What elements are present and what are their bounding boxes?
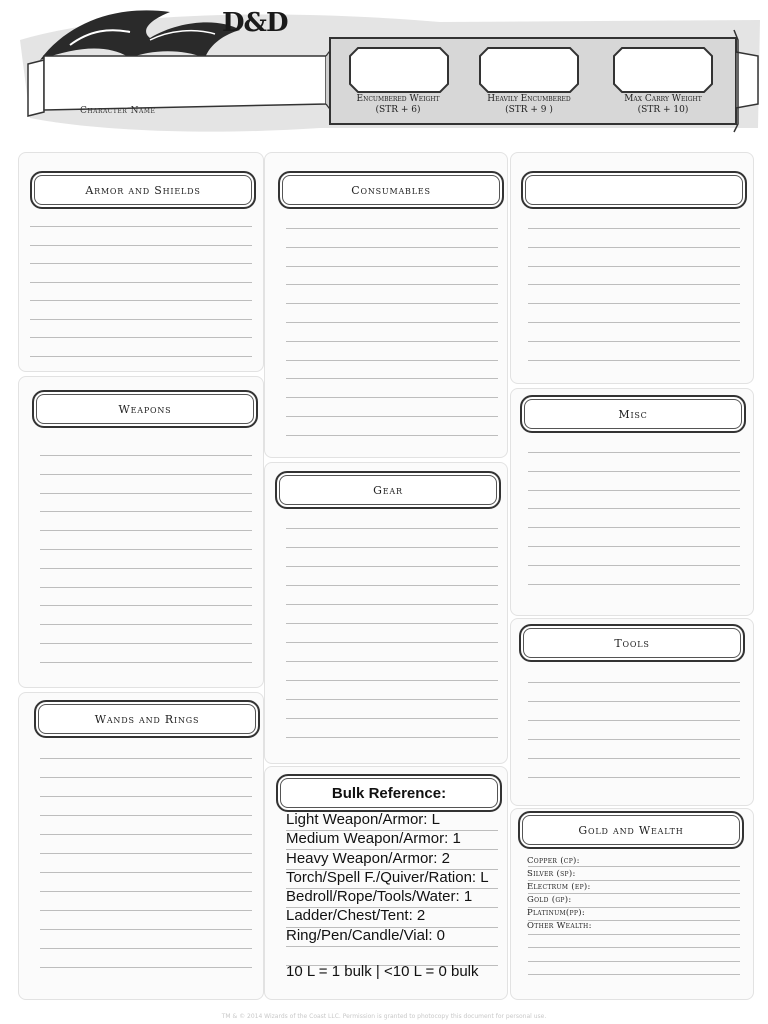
max-carry-title: Max Carry Weight: [624, 94, 702, 104]
ruled-line: [40, 948, 252, 949]
ruled-line: [528, 471, 740, 472]
ruled-line: [286, 699, 498, 700]
ruled-line: [40, 624, 252, 625]
dnd-logo: D&D: [222, 8, 288, 38]
ruled-line: [40, 872, 252, 873]
ruled-line: [286, 322, 498, 323]
ruled-line: [286, 397, 498, 398]
ruled-line: [528, 880, 740, 881]
ruled-line: [40, 493, 252, 494]
ruled-line: [40, 568, 252, 569]
max-carry-label: [603, 94, 723, 116]
ruled-line: [40, 834, 252, 835]
electrum-label: Electrum (ep):: [527, 882, 591, 892]
platinum-label: Platinum(pp):: [527, 908, 586, 918]
ruled-line: [40, 891, 252, 892]
ruled-line: [528, 974, 740, 975]
bulk-line: 10 L = 1 bulk | <10 L = 0 bulk: [286, 963, 479, 980]
ruled-line: [40, 605, 252, 606]
ruled-line: [528, 777, 740, 778]
ruled-line: [528, 360, 740, 361]
armor-title: Armor and Shields: [30, 171, 256, 209]
ruled-line: [30, 337, 252, 338]
blank-title[interactable]: [521, 171, 747, 209]
ruled-line: [528, 961, 740, 962]
ruled-line: [30, 282, 252, 283]
ruled-line: [30, 245, 252, 246]
ruled-line: [528, 266, 740, 267]
bulk-reference-title: Bulk Reference:: [276, 774, 502, 812]
ruled-line: [286, 416, 498, 417]
ruled-line: [40, 815, 252, 816]
other-wealth-label: Other Wealth:: [527, 921, 592, 931]
gold-label: Gold (gp):: [527, 895, 572, 905]
ruled-line: [286, 585, 498, 586]
ruled-line: [528, 284, 740, 285]
character-name-label: Character Name: [80, 106, 156, 116]
ruled-line: [286, 378, 498, 379]
wands-panel: [18, 692, 264, 1000]
ruled-line: [528, 947, 740, 948]
ruled-line: [528, 322, 740, 323]
ruled-line: [528, 508, 740, 509]
bulk-line: Ladder/Chest/Tent: 2: [286, 907, 426, 924]
ruled-line: [528, 228, 740, 229]
ruled-line: [286, 718, 498, 719]
encumbered-weight-formula: (STR + 6): [375, 105, 421, 115]
encumbered-weight-label: [338, 94, 458, 116]
bulk-line: Light Weapon/Armor: L: [286, 811, 440, 828]
silver-label: Silver (sp):: [527, 869, 576, 879]
ruled-line: [528, 893, 740, 894]
ruled-line: [40, 853, 252, 854]
bulk-line: Ring/Pen/Candle/Vial: 0: [286, 927, 445, 944]
ruled-line: [528, 934, 740, 935]
ruled-line: [40, 587, 252, 588]
ruled-line: [40, 967, 252, 968]
ruled-line: [528, 866, 740, 867]
ruled-line: [528, 701, 740, 702]
ruled-line: [286, 247, 498, 248]
ruled-line: [528, 303, 740, 304]
ruled-line: [30, 356, 252, 357]
ruled-line: [528, 546, 740, 547]
copper-label: Copper (cp):: [527, 856, 580, 866]
ruled-line: [286, 661, 498, 662]
ruled-line: [286, 284, 498, 285]
encumbered-weight-title: Encumbered Weight: [356, 94, 440, 104]
ruled-line: [286, 303, 498, 304]
ruled-line: [40, 929, 252, 930]
ruled-line: [286, 341, 498, 342]
ruled-line: [40, 474, 252, 475]
ruled-line: [40, 777, 252, 778]
ruled-line: [286, 547, 498, 548]
heavily-encumbered-formula: (STR + 9 ): [505, 105, 553, 115]
ruled-line: [40, 549, 252, 550]
ruled-line: [286, 642, 498, 643]
weapons-title: Weapons: [32, 390, 258, 428]
ruled-line: [286, 566, 498, 567]
gear-title: Gear: [275, 471, 501, 509]
ruled-line: [40, 530, 252, 531]
ruled-line: [528, 341, 740, 342]
ruled-line: [40, 758, 252, 759]
ruled-line: [40, 662, 252, 663]
ruled-line: [286, 435, 498, 436]
ruled-line: [528, 452, 740, 453]
ruled-line: [286, 737, 498, 738]
ruled-line: [40, 796, 252, 797]
ruled-line: [286, 360, 498, 361]
ruled-line: [286, 604, 498, 605]
ruled-line: [528, 682, 740, 683]
ruled-line: [286, 946, 498, 947]
ruled-line: [528, 490, 740, 491]
ruled-line: [528, 720, 740, 721]
ruled-line: [528, 565, 740, 566]
misc-title: Misc: [520, 395, 746, 433]
ruled-line: [40, 455, 252, 456]
ruled-line: [286, 228, 498, 229]
bulk-line: Bedroll/Rope/Tools/Water: 1: [286, 888, 473, 905]
wands-title: Wands and Rings: [34, 700, 260, 738]
max-carry-formula: (STR + 10): [637, 105, 689, 115]
heavily-encumbered-label: [469, 94, 589, 116]
ruled-line: [528, 584, 740, 585]
heavily-encumbered-title: Heavily Encumbered: [487, 94, 571, 104]
ruled-line: [528, 758, 740, 759]
ruled-line: [30, 300, 252, 301]
ruled-line: [528, 739, 740, 740]
ruled-line: [286, 528, 498, 529]
consumables-title: Consumables: [278, 171, 504, 209]
ruled-line: [528, 247, 740, 248]
ruled-line: [40, 910, 252, 911]
ruled-line: [40, 511, 252, 512]
footer-copyright: TM & © 2014 Wizards of the Coast LLC. Permission is granted to photocopy this document for personal use.: [221, 1013, 547, 1020]
ruled-line: [286, 623, 498, 624]
gold-title: Gold and Wealth: [518, 811, 744, 849]
ruled-line: [286, 266, 498, 267]
ruled-line: [30, 263, 252, 264]
ruled-line: [30, 226, 252, 227]
bulk-line: Heavy Weapon/Armor: 2: [286, 850, 450, 867]
ruled-line: [30, 319, 252, 320]
bulk-line: Medium Weapon/Armor: 1: [286, 830, 461, 847]
ruled-line: [528, 527, 740, 528]
header-banner: [0, 0, 768, 140]
tools-title: Tools: [519, 624, 745, 662]
ruled-line: [286, 680, 498, 681]
bulk-line: Torch/Spell F./Quiver/Ration: L: [286, 869, 489, 886]
ruled-line: [40, 643, 252, 644]
